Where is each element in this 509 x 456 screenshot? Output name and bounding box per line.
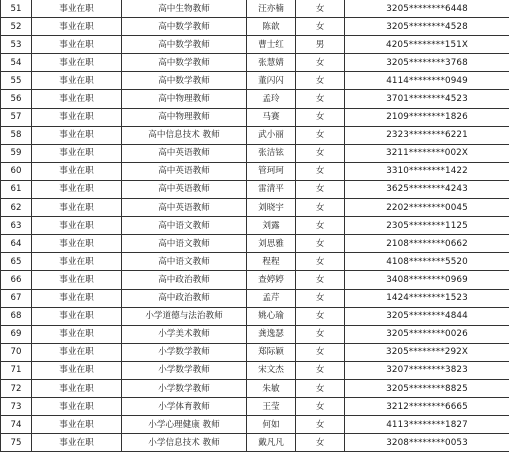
id-number-cell: 4113********1827 [345, 416, 509, 434]
row-number-cell: 52 [1, 18, 32, 36]
row-number-cell: 54 [1, 54, 32, 72]
person-name-cell: 马赛 [247, 108, 296, 126]
row-number-cell: 56 [1, 90, 32, 108]
table-row [1, 180, 509, 198]
table-row [1, 235, 509, 253]
table-row [1, 36, 509, 54]
employment-type-cell: 事业在职 [32, 434, 122, 452]
employment-type-cell: 事业在职 [32, 307, 122, 325]
employment-type-cell: 事业在职 [32, 180, 122, 198]
position-cell: 高中英语教师 [122, 144, 247, 162]
id-number-cell: 4205********151X [345, 36, 509, 54]
id-number-cell: 4114********0949 [345, 72, 509, 90]
table-row [1, 343, 509, 361]
person-name-cell: 管珂珂 [247, 162, 296, 180]
table-row [1, 72, 509, 90]
row-number-cell: 73 [1, 398, 32, 416]
id-number-cell: 3205********4528 [345, 18, 509, 36]
gender-cell: 女 [296, 289, 345, 307]
id-number-cell: 3205********8825 [345, 379, 509, 397]
table-row [1, 325, 509, 343]
id-number-cell: 3205********4844 [345, 307, 509, 325]
person-name-cell: 宋文杰 [247, 361, 296, 379]
id-number-cell: 3211********002X [345, 144, 509, 162]
position-cell: 小学数学教师 [122, 361, 247, 379]
gender-cell: 女 [296, 0, 345, 18]
row-number-cell: 59 [1, 144, 32, 162]
person-name-cell: 董闪闪 [247, 72, 296, 90]
employment-type-cell: 事业在职 [32, 18, 122, 36]
row-number-cell: 68 [1, 307, 32, 325]
position-cell: 高中物理教师 [122, 90, 247, 108]
id-number-cell: 2305********1125 [345, 217, 509, 235]
table-row [1, 54, 509, 72]
person-name-cell: 刘思雅 [247, 235, 296, 253]
row-number-cell: 66 [1, 271, 32, 289]
position-cell: 高中语文教师 [122, 253, 247, 271]
position-cell: 小学美术教师 [122, 325, 247, 343]
gender-cell: 女 [296, 235, 345, 253]
employment-type-cell: 事业在职 [32, 361, 122, 379]
gender-cell: 男 [296, 36, 345, 54]
table-row [1, 144, 509, 162]
gender-cell: 女 [296, 379, 345, 397]
position-cell: 高中政治教师 [122, 271, 247, 289]
position-cell: 高中英语教师 [122, 199, 247, 217]
employment-type-cell: 事业在职 [32, 271, 122, 289]
gender-cell: 女 [296, 54, 345, 72]
person-name-cell: 龚逸瑟 [247, 325, 296, 343]
gender-cell: 女 [296, 416, 345, 434]
position-cell: 高中英语教师 [122, 162, 247, 180]
person-name-cell: 刘露 [247, 217, 296, 235]
id-number-cell: 2109********1826 [345, 108, 509, 126]
position-cell: 高中物理教师 [122, 108, 247, 126]
table-row [1, 379, 509, 397]
position-cell: 小学信息技术 教师 [122, 434, 247, 452]
employment-type-cell: 事业在职 [32, 235, 122, 253]
row-number-cell: 60 [1, 162, 32, 180]
employment-type-cell: 事业在职 [32, 108, 122, 126]
row-number-cell: 69 [1, 325, 32, 343]
position-cell: 小学道德与法治教师 [122, 307, 247, 325]
id-number-cell: 3205********0026 [345, 325, 509, 343]
gender-cell: 女 [296, 72, 345, 90]
person-name-cell: 陈歆 [247, 18, 296, 36]
employment-type-cell: 事业在职 [32, 162, 122, 180]
row-number-cell: 58 [1, 126, 32, 144]
position-cell: 小学数学教师 [122, 343, 247, 361]
person-name-cell: 郑际颖 [247, 343, 296, 361]
position-cell: 高中英语教师 [122, 180, 247, 198]
person-name-cell: 程程 [247, 253, 296, 271]
position-cell: 高中政治教师 [122, 289, 247, 307]
table-row [1, 416, 509, 434]
staff-table-body [1, 0, 509, 452]
id-number-cell: 3310********1422 [345, 162, 509, 180]
employment-type-cell: 事业在职 [32, 398, 122, 416]
table-row [1, 271, 509, 289]
position-cell: 小学体育教师 [122, 398, 247, 416]
gender-cell: 女 [296, 343, 345, 361]
gender-cell: 女 [296, 162, 345, 180]
id-number-cell: 2323********6221 [345, 126, 509, 144]
employment-type-cell: 事业在职 [32, 72, 122, 90]
person-name-cell: 刘晓宇 [247, 199, 296, 217]
person-name-cell: 戴凡凡 [247, 434, 296, 452]
gender-cell: 女 [296, 271, 345, 289]
gender-cell: 女 [296, 217, 345, 235]
id-number-cell: 2108********0662 [345, 235, 509, 253]
gender-cell: 女 [296, 90, 345, 108]
row-number-cell: 53 [1, 36, 32, 54]
employment-type-cell: 事业在职 [32, 36, 122, 54]
person-name-cell: 雷清平 [247, 180, 296, 198]
gender-cell: 女 [296, 126, 345, 144]
employment-type-cell: 事业在职 [32, 199, 122, 217]
row-number-cell: 61 [1, 180, 32, 198]
employment-type-cell: 事业在职 [32, 289, 122, 307]
id-number-cell: 3205********3768 [345, 54, 509, 72]
row-number-cell: 70 [1, 343, 32, 361]
employment-type-cell: 事业在职 [32, 90, 122, 108]
position-cell: 高中数学教师 [122, 36, 247, 54]
row-number-cell: 74 [1, 416, 32, 434]
person-name-cell: 曹士红 [247, 36, 296, 54]
row-number-cell: 71 [1, 361, 32, 379]
employment-type-cell: 事业在职 [32, 253, 122, 271]
table-row [1, 253, 509, 271]
person-name-cell: 孟芹 [247, 289, 296, 307]
position-cell: 高中信息技术 教师 [122, 126, 247, 144]
person-name-cell: 孟玲 [247, 90, 296, 108]
person-name-cell: 张洁铉 [247, 144, 296, 162]
table-row [1, 0, 509, 18]
id-number-cell: 3208********0053 [345, 434, 509, 452]
row-number-cell: 72 [1, 379, 32, 397]
table-row [1, 162, 509, 180]
position-cell: 高中语文教师 [122, 235, 247, 253]
id-number-cell: 4108********5520 [345, 253, 509, 271]
employment-type-cell: 事业在职 [32, 343, 122, 361]
table-row [1, 217, 509, 235]
table-row [1, 361, 509, 379]
position-cell: 高中数学教师 [122, 54, 247, 72]
gender-cell: 女 [296, 307, 345, 325]
employment-type-cell: 事业在职 [32, 144, 122, 162]
id-number-cell: 3408********0969 [345, 271, 509, 289]
employment-type-cell: 事业在职 [32, 0, 122, 18]
row-number-cell: 62 [1, 199, 32, 217]
person-name-cell: 姚心瑜 [247, 307, 296, 325]
table-row [1, 90, 509, 108]
gender-cell: 女 [296, 180, 345, 198]
gender-cell: 女 [296, 144, 345, 162]
row-number-cell: 55 [1, 72, 32, 90]
gender-cell: 女 [296, 199, 345, 217]
person-name-cell: 汪亦楠 [247, 0, 296, 18]
person-name-cell: 查婷婷 [247, 271, 296, 289]
id-number-cell: 1424********1523 [345, 289, 509, 307]
gender-cell: 女 [296, 398, 345, 416]
table-row [1, 18, 509, 36]
employment-type-cell: 事业在职 [32, 379, 122, 397]
employment-type-cell: 事业在职 [32, 54, 122, 72]
table-row [1, 398, 509, 416]
employment-type-cell: 事业在职 [32, 325, 122, 343]
row-number-cell: 67 [1, 289, 32, 307]
id-number-cell: 3205********292X [345, 343, 509, 361]
table-row [1, 108, 509, 126]
position-cell: 高中生物教师 [122, 0, 247, 18]
gender-cell: 女 [296, 253, 345, 271]
position-cell: 高中语文教师 [122, 217, 247, 235]
id-number-cell: 3205********6448 [345, 0, 509, 18]
gender-cell: 女 [296, 361, 345, 379]
employment-type-cell: 事业在职 [32, 217, 122, 235]
id-number-cell: 3625********4243 [345, 180, 509, 198]
position-cell: 小学心理健康 教师 [122, 416, 247, 434]
position-cell: 高中数学教师 [122, 18, 247, 36]
position-cell: 小学数学教师 [122, 379, 247, 397]
id-number-cell: 3212********6665 [345, 398, 509, 416]
table-row [1, 126, 509, 144]
person-name-cell: 何如 [247, 416, 296, 434]
position-cell: 高中数学教师 [122, 72, 247, 90]
id-number-cell: 2202********0045 [345, 199, 509, 217]
gender-cell: 女 [296, 434, 345, 452]
person-name-cell: 武小丽 [247, 126, 296, 144]
row-number-cell: 65 [1, 253, 32, 271]
table-row [1, 289, 509, 307]
gender-cell: 女 [296, 18, 345, 36]
person-name-cell: 张慧婧 [247, 54, 296, 72]
employment-type-cell: 事业在职 [32, 126, 122, 144]
table-row [1, 434, 509, 452]
row-number-cell: 75 [1, 434, 32, 452]
employment-type-cell: 事业在职 [32, 416, 122, 434]
table-row [1, 307, 509, 325]
gender-cell: 女 [296, 108, 345, 126]
row-number-cell: 63 [1, 217, 32, 235]
row-number-cell: 57 [1, 108, 32, 126]
gender-cell: 女 [296, 325, 345, 343]
row-number-cell: 64 [1, 235, 32, 253]
person-name-cell: 朱敏 [247, 379, 296, 397]
id-number-cell: 3207********3823 [345, 361, 509, 379]
id-number-cell: 3701********4523 [345, 90, 509, 108]
table-row [1, 199, 509, 217]
row-number-cell: 51 [1, 0, 32, 18]
person-name-cell: 王莹 [247, 398, 296, 416]
